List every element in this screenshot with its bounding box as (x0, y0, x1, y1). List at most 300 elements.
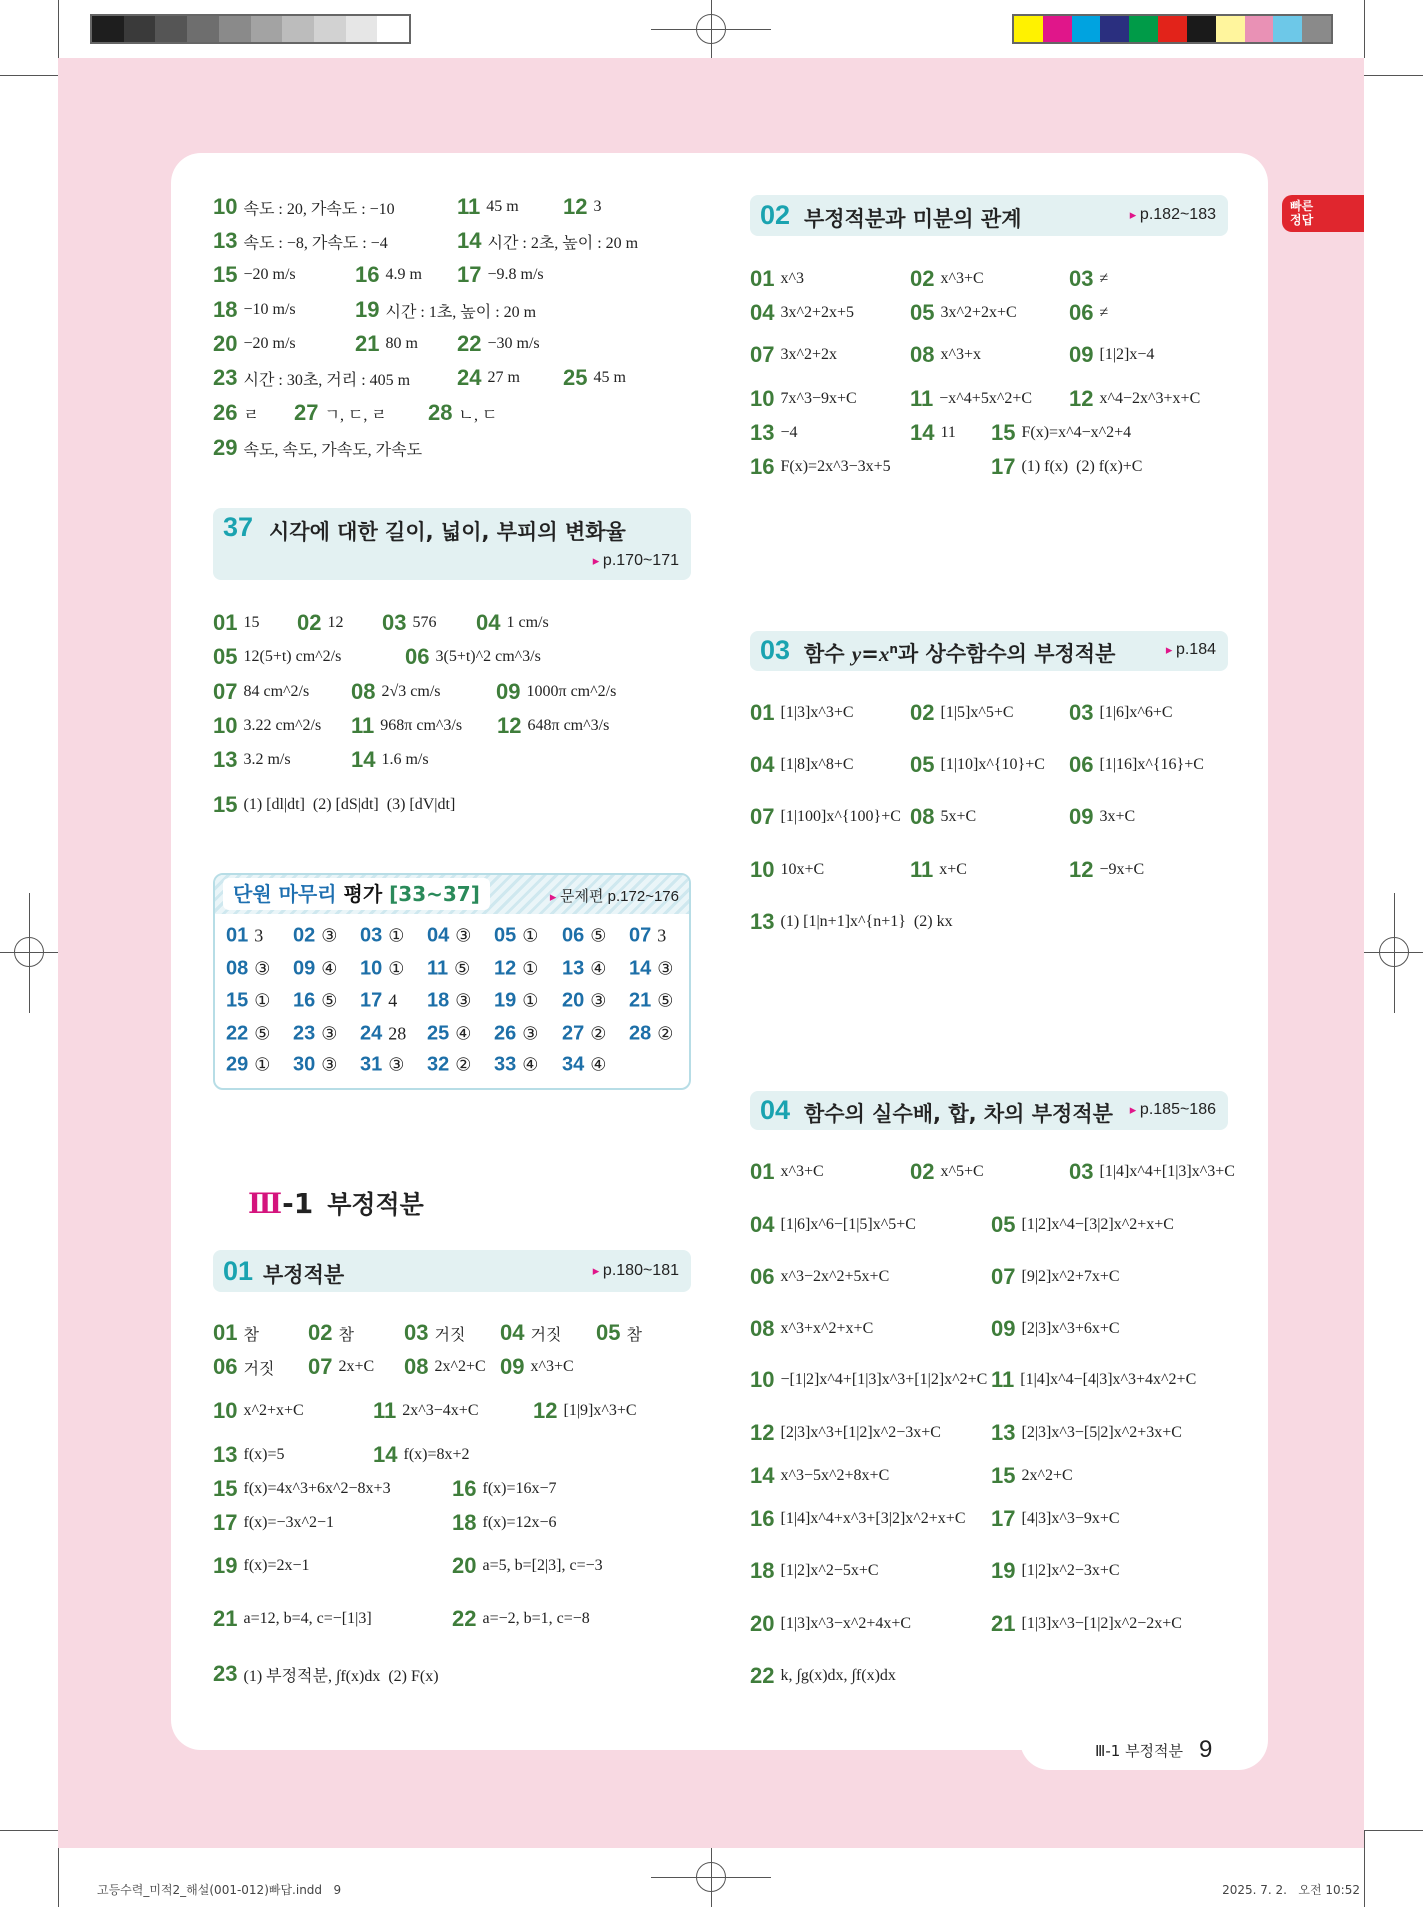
question-number: 10 (213, 1398, 238, 1423)
answer-item (427, 958, 470, 981)
answer-text: ④ (522, 1054, 539, 1075)
question-number: 08 (351, 679, 376, 704)
answer-item (213, 792, 455, 818)
answer-item (562, 1054, 606, 1077)
question-number: 15 (991, 1463, 1016, 1488)
quick-answer-tab[interactable] (1282, 195, 1364, 232)
answer-text: (1) [dl|dt] (2) [dS|dt] (3) [dV|dt] (243, 796, 456, 813)
answer-item (563, 365, 626, 391)
crop-line (1364, 1830, 1365, 1907)
answer-text: 15 (243, 614, 260, 631)
answer-text: k, ∫g(x)dx, ∫f(x)dx (780, 1667, 896, 1684)
answer-text: 2x^2+C (434, 1358, 486, 1375)
question-number: 01 (213, 1320, 238, 1345)
question-number: 04 (750, 752, 775, 777)
answer-text: 27 m (487, 369, 520, 386)
answer-item (213, 297, 296, 323)
answer-text: ④ (590, 958, 607, 979)
answer-item (910, 1159, 984, 1185)
section-header-04 (750, 1091, 1228, 1130)
print-timestamp: 2025. 7. 2. 오전 10:52 (1222, 1883, 1360, 1897)
answer-item (226, 1023, 270, 1046)
answer-text: 속도 : −8, 가속도 : −4 (243, 234, 388, 252)
answer-text: [1|4]x^4−[4|3]x^3+4x^2+C (1020, 1371, 1197, 1388)
section-title: 부정적분 (263, 1263, 345, 1287)
question-number: 15 (213, 792, 238, 817)
answer-text: ③ (522, 1023, 539, 1044)
answer-item (750, 857, 824, 883)
answer-text: 11 (940, 424, 956, 441)
answer-text: x^3−2x^2+5x+C (780, 1268, 890, 1285)
answer-item (308, 1354, 374, 1380)
answer-text: [1|2]x^2−5x+C (780, 1562, 879, 1579)
answer-item (427, 990, 471, 1013)
answer-item (596, 1320, 642, 1346)
answer-item (991, 454, 1142, 480)
answer-text: x^3+C (940, 270, 984, 287)
crop-line (1394, 893, 1395, 1013)
answer-item (750, 752, 854, 778)
quick-tab-line2: 정답 (1290, 213, 1314, 227)
answer-text: ① (254, 990, 271, 1011)
answer-item (750, 1159, 824, 1185)
question-number: 25 (427, 1022, 450, 1045)
answer-item (1069, 752, 1204, 778)
question-number: 22 (750, 1663, 775, 1688)
answer-item (360, 990, 397, 1013)
answer-text: f(x)=4x^3+6x^2−8x+3 (243, 1480, 391, 1497)
answer-text: 28 (388, 1023, 407, 1044)
question-number: 08 (404, 1354, 429, 1379)
question-number: 15 (213, 262, 238, 287)
question-number: 02 (910, 266, 935, 291)
answer-item (360, 925, 404, 948)
question-number: 21 (629, 989, 652, 1012)
answer-text: ③ (455, 925, 472, 946)
answer-item (213, 1661, 439, 1687)
answer-item (213, 1476, 391, 1502)
crop-line (29, 893, 30, 1013)
question-number: 19 (213, 1553, 238, 1578)
answer-item (355, 331, 418, 357)
answer-item (308, 1320, 354, 1346)
answer-text: 시간 : 30초, 거리 : 405 m (243, 371, 411, 389)
question-number: 18 (750, 1558, 775, 1583)
section-header-03 (750, 631, 1228, 671)
answer-item (294, 400, 387, 426)
answer-text: [1|2]x−4 (1099, 346, 1155, 363)
question-number: 24 (360, 1022, 383, 1045)
question-number: 18 (452, 1510, 477, 1535)
answer-text: 80 m (385, 335, 418, 352)
answer-item (293, 925, 337, 948)
answer-item (213, 400, 259, 426)
crop-line (711, 1848, 712, 1907)
answer-item (213, 610, 259, 636)
question-number: 13 (562, 957, 585, 980)
answer-text: 2x+C (338, 1358, 375, 1375)
answer-item (226, 990, 270, 1013)
question-number: 19 (494, 989, 517, 1012)
question-number: 11 (991, 1367, 1015, 1392)
question-number: 23 (293, 1022, 316, 1045)
answer-item (404, 1320, 465, 1346)
crop-line (0, 75, 58, 76)
answer-item (1069, 386, 1200, 412)
answer-text: 3x^2+2x (780, 346, 838, 363)
section-header-37 (213, 508, 691, 580)
answer-item (494, 1054, 538, 1077)
question-number: 11 (351, 713, 375, 738)
answer-text: 4 (388, 990, 398, 1011)
answer-item (562, 990, 606, 1013)
answer-text: ⑤ (657, 990, 674, 1011)
answer-text: −[1|2]x^4+[1|3]x^3+[1|2]x^2+C (780, 1371, 988, 1388)
answer-text: 84 cm^2/s (243, 683, 310, 700)
answer-item (1069, 342, 1154, 368)
answer-text: ③ (321, 1054, 338, 1075)
answer-item (750, 266, 804, 292)
answer-text: ≠ (1099, 304, 1109, 321)
question-number: 14 (629, 957, 652, 980)
question-number: 10 (750, 1367, 775, 1392)
question-number: 13 (750, 420, 775, 445)
question-number: 28 (629, 1022, 652, 1045)
question-number: 08 (226, 957, 249, 980)
question-number: 05 (494, 924, 517, 947)
question-number: 13 (213, 228, 238, 253)
running-footer (1095, 1736, 1212, 1764)
answer-text: 12(5+t) cm^2/s (243, 648, 342, 665)
answer-text: ㄹ (243, 406, 259, 424)
question-number: 29 (213, 435, 238, 460)
answer-text: 2√3 cm/s (381, 683, 441, 700)
answer-text: ④ (590, 1054, 607, 1075)
question-number: 26 (494, 1022, 517, 1045)
question-number: 14 (373, 1442, 398, 1467)
answer-item (750, 1264, 889, 1290)
answer-text: x^5+C (940, 1163, 984, 1180)
answer-text: x^3+C (530, 1358, 574, 1375)
answer-text: 3.2 m/s (243, 751, 291, 768)
answer-item (213, 1442, 285, 1468)
chapter-roman: Ⅲ (248, 1187, 283, 1220)
chapter-name: 부정적분 (327, 1190, 424, 1219)
answer-text: ① (522, 925, 539, 946)
answer-text: [2|3]x^3−[5|2]x^2+3x+C (1021, 1424, 1182, 1441)
answer-text: −20 m/s (243, 335, 296, 352)
answer-item (351, 713, 462, 739)
answer-text: [1|3]x^3−[1|2]x^2−2x+C (1021, 1615, 1182, 1632)
question-number: 27 (294, 400, 319, 425)
question-number: 04 (750, 300, 775, 325)
answer-item (991, 1264, 1120, 1290)
answer-text: 참 (243, 1326, 259, 1344)
answer-text: ① (254, 1054, 271, 1075)
section-number: 37 (223, 512, 254, 542)
answer-text: ③ (388, 1054, 405, 1075)
question-number: 07 (629, 924, 652, 947)
answer-text: 2x^3−4x+C (402, 1402, 479, 1419)
answer-item (750, 1506, 966, 1532)
answer-item (457, 262, 544, 288)
answer-text: [2|3]x^3+[1|2]x^2−3x+C (780, 1424, 941, 1441)
answer-item (497, 713, 609, 739)
answer-item (1069, 300, 1108, 326)
answer-item (1069, 1159, 1235, 1185)
answer-item (991, 1367, 1196, 1393)
answer-text: −30 m/s (487, 335, 540, 352)
answer-item (494, 925, 538, 948)
answer-text: f(x)=5 (243, 1446, 285, 1463)
answer-text: f(x)=12x−6 (482, 1514, 557, 1531)
question-number: 10 (213, 713, 238, 738)
crop-line (58, 1848, 59, 1907)
answer-text: ⑤ (454, 958, 471, 979)
question-number: 21 (991, 1611, 1016, 1636)
answer-text: 3x^2+2x+5 (780, 304, 855, 321)
question-number: 09 (991, 1316, 1016, 1341)
question-number: 10 (750, 857, 775, 882)
answer-text: 10x+C (780, 861, 825, 878)
question-number: 02 (293, 924, 316, 947)
answer-text: ② (590, 1023, 607, 1044)
answer-item (226, 958, 270, 981)
question-number: 32 (427, 1053, 450, 1076)
question-number: 05 (910, 300, 935, 325)
review-label-range: [33~37] (389, 882, 480, 906)
crop-line (1364, 1830, 1423, 1831)
answer-item (427, 1054, 471, 1077)
answer-text: 시간 : 1초, 높이 : 20 m (385, 303, 537, 321)
question-number: 34 (562, 1053, 585, 1076)
answer-item (382, 610, 436, 636)
answer-text: 45 m (486, 198, 519, 215)
answer-item (213, 1354, 274, 1380)
question-number: 12 (1069, 386, 1094, 411)
answer-text: ② (455, 1054, 472, 1075)
question-number: 21 (213, 1606, 238, 1631)
answer-item (562, 925, 606, 948)
question-number: 07 (308, 1354, 333, 1379)
answer-item (750, 1367, 987, 1393)
answer-item (360, 958, 404, 981)
question-number: 24 (457, 365, 482, 390)
question-number: 07 (991, 1264, 1016, 1289)
answer-text: ① (522, 958, 539, 979)
question-number: 29 (226, 1053, 249, 1076)
answer-text: a=−2, b=1, c=−8 (482, 1610, 590, 1627)
question-number: 08 (750, 1316, 775, 1341)
answer-text: 7x^3−9x+C (780, 390, 857, 407)
answer-text: ≠ (1099, 270, 1109, 287)
unit-review-label (223, 878, 490, 910)
answer-item (213, 1320, 259, 1346)
question-number: 33 (494, 1053, 517, 1076)
question-number: 04 (750, 1212, 775, 1237)
answer-item (213, 644, 341, 670)
question-number: 17 (213, 1510, 238, 1535)
answer-text: 12 (327, 614, 344, 631)
answer-text: 1 cm/s (506, 614, 549, 631)
question-number: 16 (750, 1506, 775, 1531)
section-number: 04 (760, 1095, 791, 1125)
answer-item (533, 1398, 637, 1424)
question-number: 16 (452, 1476, 477, 1501)
answer-text: 참 (626, 1326, 642, 1344)
answer-text: (1) [1|n+1]x^{n+1} (2) kx (780, 913, 953, 930)
answer-item (629, 1023, 673, 1046)
answer-item (213, 365, 410, 391)
answer-item (355, 297, 536, 323)
answer-item (297, 610, 343, 636)
answer-item (750, 1663, 896, 1689)
answer-text: (1) 부정적분, ∫f(x)dx (2) F(x) (243, 1667, 439, 1685)
question-number: 14 (457, 228, 482, 253)
answer-text: ③ (657, 958, 674, 979)
section-header-01 (213, 1250, 691, 1292)
answer-item (563, 194, 601, 220)
answer-item (405, 644, 541, 670)
question-number: 28 (428, 400, 453, 425)
answer-text: F(x)=x^4−x^2+4 (1021, 424, 1132, 441)
answer-text: 648π cm^3/s (527, 717, 610, 734)
answer-item (1069, 804, 1135, 830)
answer-item (373, 1442, 470, 1468)
crop-line (58, 0, 59, 58)
answer-item (500, 1320, 561, 1346)
question-number: 03 (1069, 266, 1094, 291)
answer-item (750, 1558, 879, 1584)
question-number: 09 (500, 1354, 525, 1379)
crop-line (1364, 0, 1365, 58)
answer-text: [1|3]x^3+C (780, 704, 854, 721)
question-number: 03 (1069, 1159, 1094, 1184)
question-number: 22 (457, 331, 482, 356)
question-number: 21 (355, 331, 380, 356)
question-number: 02 (308, 1320, 333, 1345)
answer-item (991, 420, 1131, 446)
answer-text: ㄴ, ㄷ (458, 406, 498, 424)
answer-item (562, 1023, 606, 1046)
answer-item (750, 300, 854, 326)
answer-text: ③ (590, 990, 607, 1011)
answer-text: −10 m/s (243, 301, 296, 318)
question-number: 05 (910, 752, 935, 777)
answer-item (750, 804, 901, 830)
question-number: 20 (213, 331, 238, 356)
section-number: 01 (223, 1256, 254, 1286)
question-number: 26 (213, 400, 238, 425)
question-number: 23 (213, 365, 238, 390)
question-number: 14 (910, 420, 935, 445)
question-number: 15 (213, 1476, 238, 1501)
question-number: 16 (355, 262, 380, 287)
grayscale-bar (90, 14, 411, 44)
answer-item (910, 420, 956, 446)
answer-item (427, 1023, 471, 1046)
question-number: 22 (226, 1022, 249, 1045)
answer-item (293, 990, 337, 1013)
question-number: 14 (351, 747, 376, 772)
chapter-title (248, 1185, 424, 1221)
answer-item (360, 1054, 404, 1077)
section-number: 03 (760, 635, 791, 665)
review-label-b: 평가 (343, 882, 383, 906)
answer-item (226, 925, 263, 948)
answer-item (910, 300, 1017, 326)
answer-item (452, 1606, 590, 1632)
page-reference: ▸ p.185~186 (1130, 1101, 1216, 1119)
question-number: 01 (750, 266, 775, 291)
question-number: 06 (1069, 300, 1094, 325)
answer-text: [1|2]x^2−3x+C (1021, 1562, 1120, 1579)
answer-text: 3.22 cm^2/s (243, 717, 322, 734)
answer-item (910, 752, 1045, 778)
answer-item (750, 1316, 873, 1342)
question-number: 02 (297, 610, 322, 635)
crop-line (1364, 75, 1423, 76)
answer-text: ④ (321, 958, 338, 979)
question-number: 12 (750, 1420, 775, 1445)
answer-text: 45 m (593, 369, 626, 386)
answer-text: [1|6]x^6+C (1099, 704, 1173, 721)
answer-item (452, 1476, 557, 1502)
answer-item (500, 1354, 574, 1380)
answer-text: 속도 : 20, 가속도 : −10 (243, 200, 395, 218)
answer-text: 576 (412, 614, 437, 631)
question-number: 16 (293, 989, 316, 1012)
answer-text: −9.8 m/s (487, 266, 544, 283)
answer-item (373, 1398, 479, 1424)
answer-text: ③ (455, 990, 472, 1011)
answer-text: ⑤ (321, 990, 338, 1011)
question-number: 01 (213, 610, 238, 635)
answer-item (457, 194, 519, 220)
answer-item (991, 1558, 1120, 1584)
answer-item (496, 679, 616, 705)
answer-text: x^3−5x^2+8x+C (780, 1467, 890, 1484)
answer-item (991, 1463, 1073, 1489)
question-number: 12 (1069, 857, 1094, 882)
answer-text: 3(5+t)^2 cm^3/s (435, 648, 541, 665)
footer-chapter: Ⅲ-1 부정적분 (1095, 1741, 1184, 1760)
answer-item (293, 1023, 337, 1046)
answer-item (910, 342, 981, 368)
answer-text: x^4−2x^3+x+C (1099, 390, 1201, 407)
page-reference: ▸ p.184 (1166, 641, 1216, 659)
question-number: 12 (563, 194, 588, 219)
answer-item (750, 1212, 916, 1238)
question-number: 06 (750, 1264, 775, 1289)
answer-text: 거짓 (434, 1326, 466, 1344)
answer-item (1069, 700, 1173, 726)
question-number: 03 (382, 610, 407, 635)
answer-item (910, 386, 1032, 412)
question-number: 06 (1069, 752, 1094, 777)
question-number: 17 (991, 454, 1016, 479)
answer-item (427, 925, 471, 948)
question-number: 15 (226, 989, 249, 1012)
answer-text: ④ (455, 1023, 472, 1044)
answer-item (629, 925, 666, 948)
answer-text: 참 (338, 1326, 354, 1344)
question-number: 11 (910, 857, 934, 882)
answer-text: x^2+x+C (243, 1402, 304, 1419)
section-title: 시각에 대한 길이, 넓이, 부피의 변화율 (269, 520, 626, 544)
answer-item (629, 990, 673, 1013)
answer-item (428, 400, 497, 426)
